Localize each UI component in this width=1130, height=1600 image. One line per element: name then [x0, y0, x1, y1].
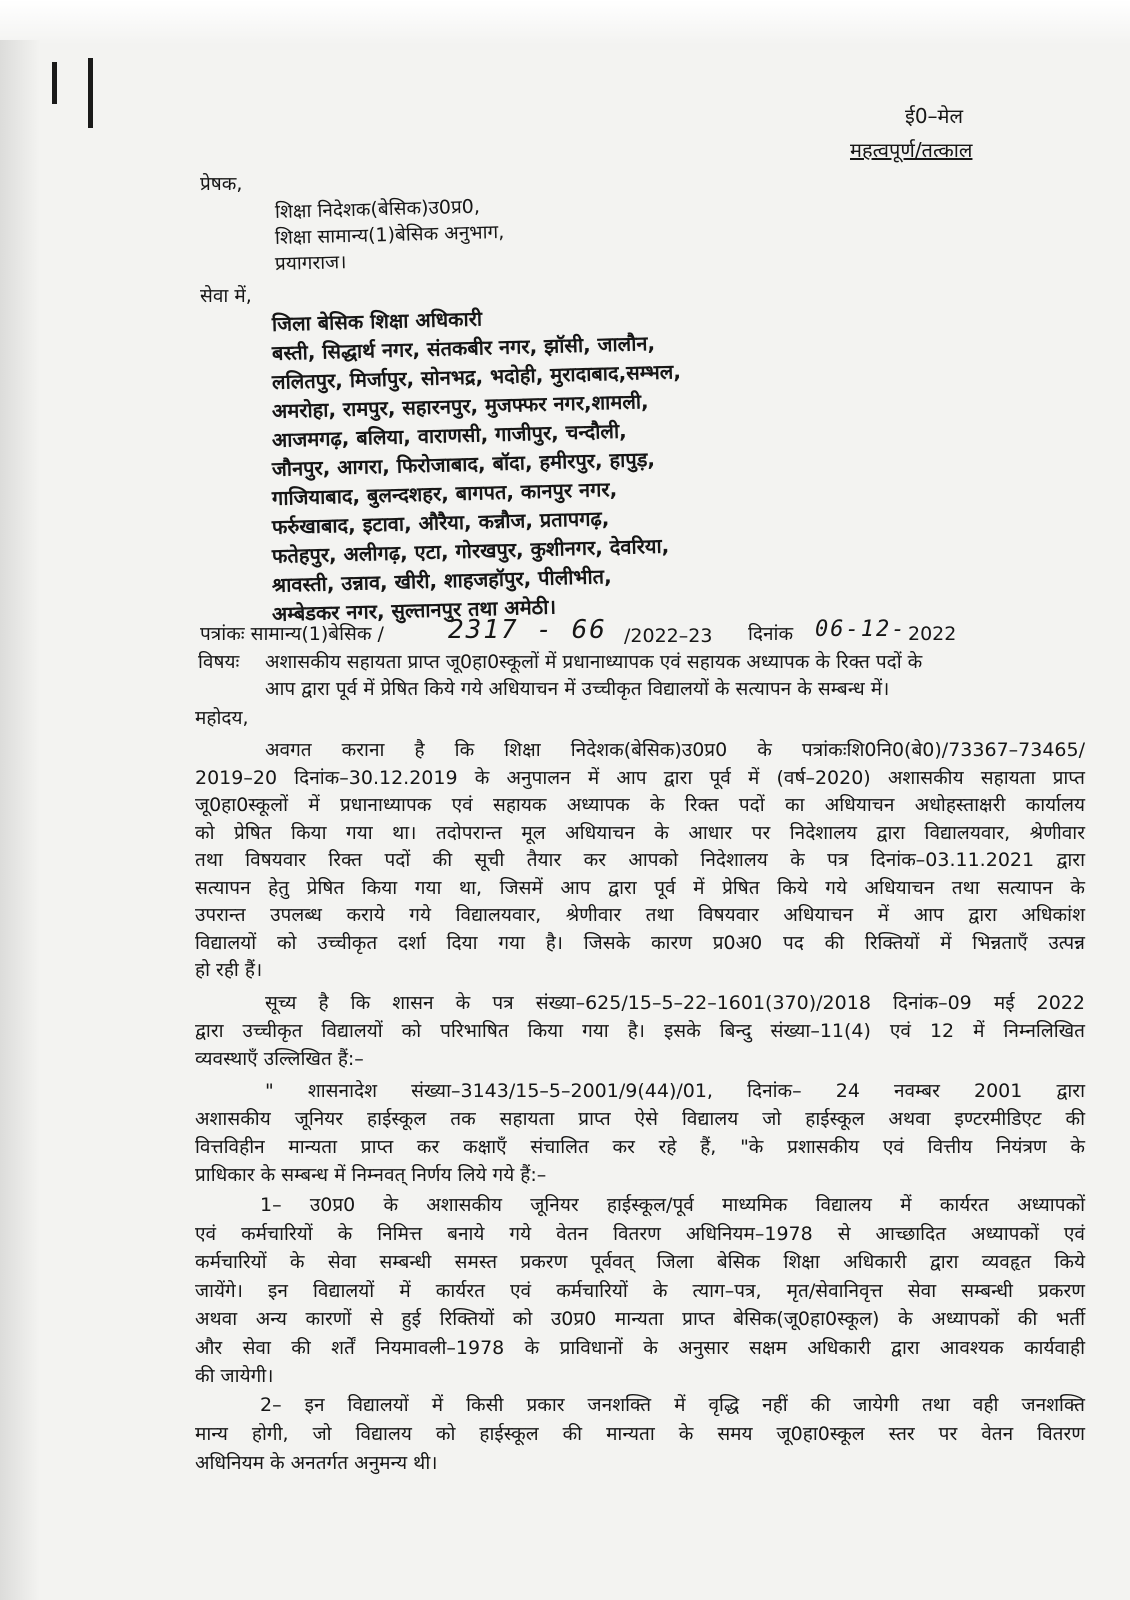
body-line: वित्तविहीन मान्यता प्राप्त कर कक्षाएँ संचालित कर रहे हैं, "के प्रशासकीय एवं वित्तीय नियंत्रण के	[195, 1136, 1085, 1158]
body-line: द्वारा उच्चीकृत विद्यालयों को परिभाषित किया गया है। इसके बिन्दु संख्या–11(4) एवं 12 में निम्नलिखित	[195, 1020, 1085, 1042]
sender-line: शिक्षा निदेशक(बेसिक)उ0प्र0,	[274, 195, 481, 223]
date-year: 2022	[908, 623, 957, 645]
file-punch-mark	[52, 62, 57, 104]
body-line: हो रही हैं।	[195, 959, 263, 981]
body-line: 2019–20 दिनांक–30.12.2019 के अनुपालन में आप द्वारा पूर्व में (वर्ष–2020) अशासकीय सहायता प्राप्त	[195, 766, 1085, 789]
recipient-line: आजमगढ़, बलिया, वाराणसी, गाजीपुर, चन्दौली,	[271, 418, 627, 452]
reference-number-handwritten: 2317 - 66	[448, 615, 607, 645]
sender-line: प्रयागराज।	[274, 251, 347, 275]
body-line: 2– इन विद्यालयों में किसी प्रकार जनशक्ति में वृद्धि नहीं की जायेगी तथा वही जनशक्ति	[260, 1394, 1085, 1416]
body-line: सत्यापन हेतु प्रेषित किया गया था, जिसमें आप द्वारा पूर्व में प्रेषित किये गये अधियाचन तथा सत्यापन के	[195, 876, 1085, 899]
date-label: दिनांक	[748, 623, 794, 645]
subject-label: विषयः	[198, 651, 240, 673]
recipient-label: सेवा में,	[200, 285, 252, 307]
recipient-line: श्रावस्ती, उन्नाव, खीरी, शाहजहॉपुर, पीलीभीत,	[271, 564, 612, 597]
subject-line: आप द्वारा पूर्व में प्रेषित किये गये अधियाचन में उच्चीकृत विद्यालयों के सत्यापन के सम्बन्ध में।	[265, 678, 890, 700]
recipient-line: अमरोहा, रामपुर, सहारनपुर, मुजफ्फर नगर,शामली,	[271, 389, 649, 423]
body-line: की जायेगी।	[195, 1365, 274, 1387]
body-line: को प्रेषित किया गया था। तदोपरान्त मूल अधियाचन के आधार पर निदेशालय द्वारा विद्यालयवार, श्रेणीवार	[195, 821, 1085, 844]
recipient-line: अम्बेडकर नगर, सुल्तानपुर तथा अमेठी।	[271, 594, 557, 626]
salutation: महोदय,	[195, 707, 249, 729]
body-line: तथा विषयवार रिक्त पदों की सूची तैयार कर आपको निदेशालय के पत्र दिनांक–03.11.2021 द्वारा	[195, 849, 1085, 871]
sender-line: शिक्षा सामान्य(1)बेसिक अनुभाग,	[274, 221, 505, 249]
recipient-line: गाजियाबाद, बुलन्दशहर, बागपत, कानपुर नगर,	[271, 476, 618, 510]
sender-label: प्रेषक,	[200, 173, 243, 195]
recipient-line: बस्ती, सिद्धार्थ नगर, संतकबीर नगर, झॉसी, जालौन,	[271, 330, 656, 365]
reference-year: /2022–23	[624, 625, 713, 647]
body-line: व्यवस्थाएँ उल्लिखित हैं:–	[195, 1048, 364, 1070]
scan-left-edge	[0, 40, 40, 1600]
body-line: अशासकीय जूनियर हाईस्कूल तक सहायता प्राप्त ऐसे विद्यालय जो हाईस्कूल अथवा इण्टरमीडिएट की	[195, 1108, 1085, 1130]
recipient-line: फर्रुखाबाद, इटावा, औरैया, कन्नौज, प्रतापगढ़,	[271, 506, 610, 539]
body-line: उपरान्त उपलब्ध कराये गये विद्यालयवार, श्रेणीवार तथा विषयवार अधियाचन में आप द्वारा अधिकांश	[195, 904, 1085, 926]
reference-label: पत्रांकः सामान्य(1)बेसिक /	[200, 623, 384, 645]
body-line: अथवा अन्य कारणों से हुई रिक्तियों को उ0प्र0 मान्यता प्राप्त बेसिक(जू0हा0स्कूल) के अध्यापकों की भर्ती	[195, 1308, 1085, 1330]
body-line: और सेवा की शर्तें नियमावली–1978 के प्राविधानों के अनुसार सक्षम अधिकारी द्वारा आवश्यक कार्यवाही	[195, 1336, 1085, 1359]
body-line: जू0हा0स्कूलों में प्रधानाध्यापक एवं सहायक अध्यापक के रिक्त पदों का अधियाचन अधोहस्ताक्षरी कार्यालय	[195, 794, 1085, 816]
body-line: अवगत कराना है कि शिक्षा निदेशक(बेसिक)उ0प्र0 के पत्रांकःशि0नि0(बे0)/73367–73465/	[265, 739, 1085, 761]
file-punch-mark	[88, 58, 93, 128]
body-line: मान्य होगी, जो विद्यालय को हाईस्कूल की मान्यता के समय जू0हा0स्कूल स्तर पर वेतन वितरण	[195, 1423, 1085, 1445]
date-handwritten: 06-12-	[815, 617, 907, 642]
email-label: ई0–मेल	[905, 104, 964, 128]
body-line: जायेंगे। इन विद्यालयों में कार्यरत एवं कर्मचारियों के त्याग–पत्र, मृत/सेवानिवृत्त सेवा सम्बन्धी प्रकरण	[195, 1279, 1085, 1302]
recipient-line: फतेहपुर, अलीगढ़, एटा, गोरखपुर, कुशीनगर, देवरिया,	[271, 533, 670, 568]
body-line: 1– उ0प्र0 के अशासकीय जूनियर हाईस्कूल/पूर्व माध्यमिक विद्यालय में कार्यरत अध्यापकों	[260, 1194, 1085, 1216]
recipient-line: जिला बेसिक शिक्षा अधिकारी	[271, 306, 483, 336]
scan-top-edge	[0, 0, 1130, 45]
body-line: अधिनियम के अनतर्गत अनुमन्य थी।	[195, 1452, 438, 1474]
body-line: " शासनादेश संख्या–3143/15–5–2001/9(44)/01, दिनांक– 24 नवम्बर 2001 द्वारा	[265, 1080, 1085, 1102]
body-line: विद्यालयों को उच्चीकृत दर्शा दिया गया है। जिसके कारण प्र0अ0 पद की रिक्तियों में भिन्नताएँ उत्पन्न	[195, 931, 1085, 954]
body-line: कर्मचारियों के सेवा सम्बन्धी समस्त प्रकरण पूर्ववत् जिला बेसिक शिक्षा अधिकारी द्वारा व्यवहृत किये	[195, 1251, 1085, 1273]
priority-label: महत्वपूर्ण/तत्काल	[850, 138, 973, 162]
recipient-line: ललितपुर, मिर्जापुर, सोनभद्र, भदोही, मुरादाबाद,सम्भल,	[271, 359, 682, 394]
body-line: सूच्य है कि शासन के पत्र संख्या–625/15–5–22–1601(370)/2018 दिनांक–09 मई 2022	[265, 992, 1085, 1014]
recipient-line: जौनपुर, आगरा, फिरोजाबाद, बॉदा, हमीरपुर, हापुड़,	[271, 446, 656, 481]
body-line: एवं कर्मचारियों के निमित्त बनाये गये वेतन वितरण अधिनियम–1978 से आच्छादित अध्यापकों एवं	[195, 1222, 1085, 1245]
body-line: प्राधिकार के सम्बन्ध में निम्नवत् निर्णय लिये गये हैं:–	[195, 1164, 547, 1186]
subject-line: अशासकीय सहायता प्राप्त जू0हा0स्कूलों में प्रधानाध्यापक एवं सहायक अध्यापक के रिक्त पदों के	[265, 651, 923, 673]
